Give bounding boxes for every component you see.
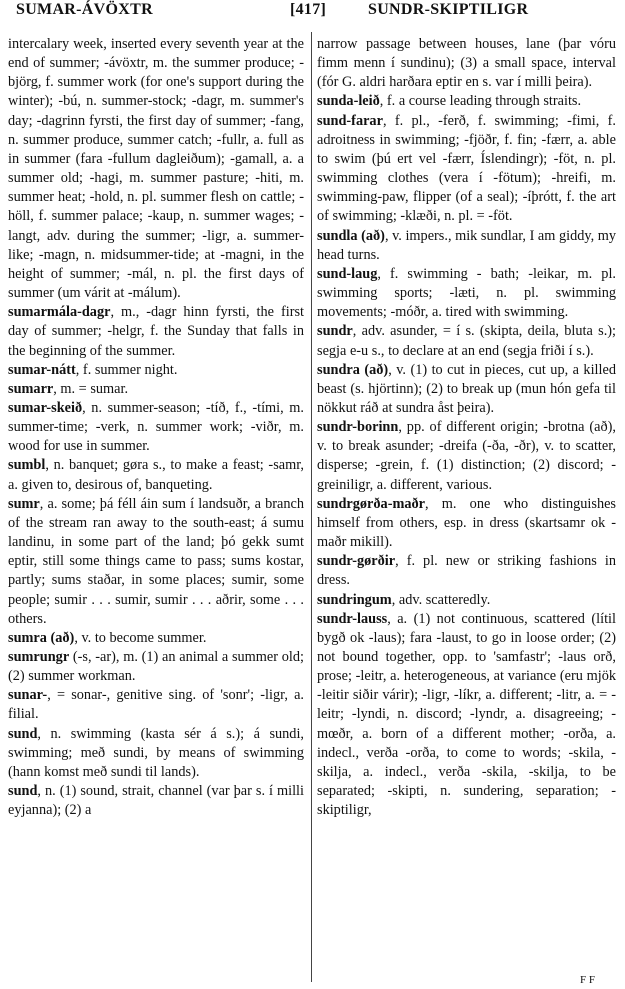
page-number: [417] <box>290 1 327 18</box>
right-column <box>317 35 616 820</box>
entry-sund-laug: sund-laug, f. swimming - bath; -leikar, m. pl. swimming sports; -læti, n. pl. swimming movements; -móðr, a. tired with swimming. <box>317 265 616 321</box>
entry-sunar: sunar-, = sonar-, genitive sing. of 'sonr'; -ligr, a. filial. <box>8 687 304 723</box>
headword: sumra (að) <box>8 629 75 646</box>
entry-sund-swimming: sund, n. swimming (kasta sér á s.); á sundi, swimming; með sundi, by means of swimming (hann komst með sundi til lands). <box>8 725 304 780</box>
headword: sund <box>8 725 38 742</box>
signature-mark: F F <box>580 974 595 986</box>
entry-sundr-lauss: sundr-lauss, a. (1) not continuous, scattered (lítil bygð ok -laus); fara -laust, to go in loose order; (2) not bound together, opp. to 'samfastr'; -laus orð, prose; -leitr, a. heterogeneous, at variance (eru mjök -leitir siðir várir); -ligr, -líkr, a. different; -litr, a. = -leitr; -lyndi, n. discord; -lyndr, a. disagreeing; -mœðr, a. born of a different mother; -orða, a. indecl., verða -orða, to come to words; -skila, -skilja, a. indecl., verða -skila, -skilja, to be separated; -skipti, n. sundering, separation; -skiptiligr, <box>317 610 616 819</box>
entry-sumra: sumra (að), v. to become summer. <box>8 629 207 646</box>
headword: sundra (að) <box>317 361 389 378</box>
headword: sundr <box>317 323 353 340</box>
running-head-left: SUMAR-ÁVÖXTR <box>16 1 153 18</box>
entry-sundra: sundra (að), v. (1) to cut in pieces, cut up, a killed beast (s. hjörtinn); (2) to break up (mun hón gefa til nökkut ráð at sundra åst þeira). <box>317 361 616 416</box>
entry-continuation: narrow passage between houses, lane (þar vóru fimm menn í sundinu); (3) a small space, interval (fór G. aldri harðara eptir en s. var í milli þeira). <box>317 36 616 91</box>
entry-sumarmala-dagr: sumarmála-dagr, m., -dagr hinn fyrsti, the first day of summer; -helgr, f. the Sunday that falls in the beginning of the summer. <box>8 304 304 359</box>
headword: sundla (að) <box>317 227 385 244</box>
headword: sunar- <box>8 687 48 704</box>
headword: sumar-skeið <box>8 399 83 416</box>
column-divider <box>311 32 312 982</box>
entry-sundr: sundr, adv. asunder, = í s. (skipta, deila, bluta s.); segja e-u s., to declare at an end (segja friði í s.). <box>317 323 616 359</box>
headword: sundr-lauss <box>317 610 388 627</box>
left-column <box>8 35 304 820</box>
entry-sumar-skeid: sumar-skeið, n. summer-season; -tíð, f., -tími, m. summer-time; -verk, n. summer work; -viðr, m. wood for use in summer. <box>8 399 304 455</box>
entry-sumar-natt: sumar-nátt, f. summer night. <box>8 361 178 378</box>
entry-continuation: intercalary week, inserted every seventh year at the end of summer; -ávöxtr, m. the summer produce; -björg, f. summer work (for one's support during the winter); -bú, n. summer-stock; -dagr, m. summer's day; -dagrinn fyrsti, the first day of summer; -fang, n. summer produce, summer catch; -fullr, a. full as in summer (fara -fullum dagleiðum); -gamall, a. a summer old; -hagi, m. summer pasture; -hiti, m. summer heat; -hold, n. pl. summer flesh on cattle; -höll, f. summer palace; -kaup, n. summer wages; -langt, adv. during the summer; -ligr, a. summer-like; -magn, n. midsummer-tide; at -magni, in the height of summer; -mál, n. pl. the first days of summer (um várit at -málum). <box>8 36 304 302</box>
headword: sumrungr <box>8 649 70 665</box>
entry-sundr-borinn: sundr-borinn, pp. of different origin; -brotna (að), v. to break asunder; -dreifa (-ða, -ðr), v. to scatter, disperse; -grein, f. (1) distinction; (2) discord; -greiniligr, a. different, various. <box>317 419 616 493</box>
entry-sumrungr: sumrungr (-s, -ar), m. (1) an animal a summer old; (2) summer workman. <box>8 649 304 685</box>
entry-sumbl: sumbl, n. banquet; gøra s., to make a feast; -samr, a. given to, desirous of, banqueting. <box>8 457 304 493</box>
headword: sumarr <box>8 380 54 397</box>
headword: sundr-gørðir <box>317 553 396 570</box>
headword: sundr-borinn <box>317 419 399 436</box>
entry-sumarr: sumarr, m. = sumar. <box>8 380 129 397</box>
entry-sumr: sumr, a. some; þá féll áin sum í landsuðr, a branch of the stream ran away to the south-east; á sumu landinu, in some part of the land; þó gekk sumt eptir, still some things came to pass; sums kostar, partly; sums staðar, in some places; sumir, some people; sumir . . . sumir, sumir . . . aðrir, some . . . others. <box>8 495 304 627</box>
entry-sundr-gordir: sundr-gørðir, f. pl. new or striking fashions in dress. <box>317 553 616 589</box>
headword: sund <box>8 783 38 800</box>
headword: sunda-leið <box>317 93 380 110</box>
headword: sundrgørða-maðr <box>317 495 426 512</box>
page-header <box>0 0 625 24</box>
headword: sumarmála-dagr <box>8 304 111 321</box>
headword: sumar-nátt <box>8 361 76 378</box>
headword: sumbl <box>8 457 46 474</box>
headword: sundringum <box>317 591 392 608</box>
headword: sund-farar <box>317 112 383 129</box>
headword: sund-laug <box>317 265 378 282</box>
entry-sundla: sundla (að), v. impers., mik sundlar, I am giddy, my head turns. <box>317 227 616 263</box>
running-head-right: SUNDR-SKIPTILIGR <box>368 1 529 18</box>
entry-sund-strait: sund, n. (1) sound, strait, channel (var þar s. í milli eyjanna); (2) a <box>8 783 304 819</box>
entry-sunda-leid: sunda-leið, f. a course leading through straits. <box>317 93 582 110</box>
entry-sundrgorda-madr: sundrgørða-maðr, m. one who distinguishes himself from others, esp. in dress (skartsamr ok -maðr mikill). <box>317 495 616 551</box>
headword: sumr <box>8 495 40 512</box>
entry-sund-farar: sund-farar, f. pl., -ferð, f. swimming; -fimi, f. adroitness in swimming; -fjöðr, f. fin; -færr, a. able to swim (þú ert vel -færr, Íslendingr); -föt, n. pl. swimming clothes (vera í -fötum); -hreifi, m. swimming-paw, flipper (of a seal); -íþrótt, f. the art of swimming; -klæði, n. pl. = -föt. <box>317 112 616 225</box>
entry-sundringum: sundringum, adv. scatteredly. <box>317 591 491 608</box>
